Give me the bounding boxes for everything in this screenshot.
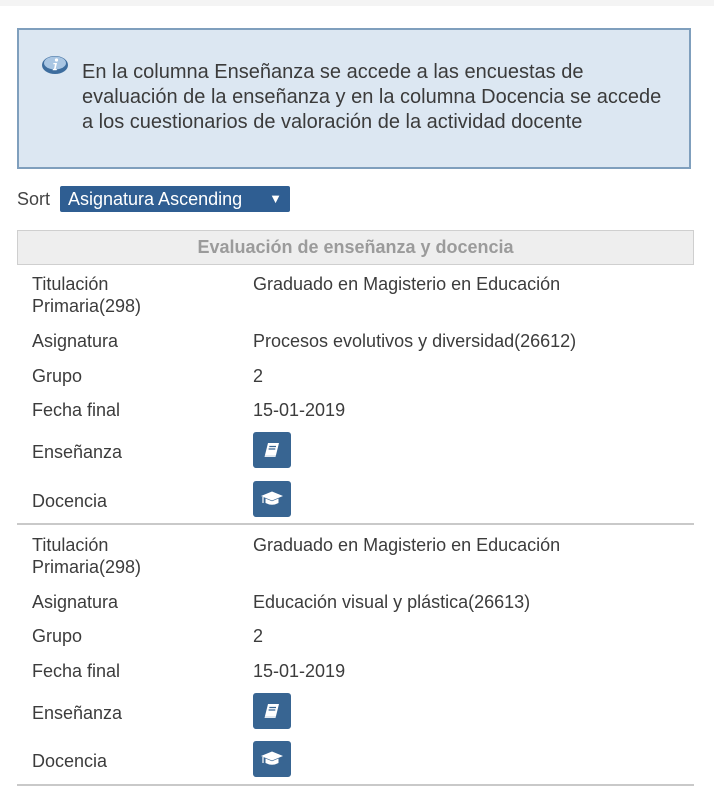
value-titulacion: Graduado en Magisterio en Educación Primaria(298) bbox=[32, 274, 561, 316]
top-strip bbox=[0, 0, 714, 6]
table-row bbox=[17, 526, 694, 786]
value-titulacion: Graduado en Magisterio en Educación Primaria(298) bbox=[32, 535, 561, 577]
ensenanza-button[interactable] bbox=[253, 432, 291, 468]
label-titulacion: Titulación bbox=[32, 535, 109, 555]
info-message-text: En la columna Enseñanza se accede a las encuestas de evaluación de la enseñanza y en la columna Docencia se accede a los cuestionarios de valoración de la actividad docente bbox=[82, 61, 662, 133]
label-titulacion: Titulación bbox=[32, 274, 109, 294]
value-asignatura: Procesos evolutivos y diversidad(26612) bbox=[253, 331, 577, 351]
value-fecha-final: 15-01-2019 bbox=[253, 400, 346, 420]
table-row bbox=[17, 265, 694, 525]
sort-label: Sort bbox=[17, 189, 51, 209]
info-icon bbox=[41, 54, 69, 76]
graduation-cap-icon bbox=[260, 749, 284, 769]
chevron-down-icon: ▼ bbox=[269, 191, 282, 206]
table-header: Evaluación de enseñanza y docencia bbox=[17, 230, 694, 265]
label-asignatura: Asignatura bbox=[32, 592, 119, 612]
value-grupo: 2 bbox=[253, 626, 264, 646]
book-icon bbox=[262, 701, 282, 721]
label-grupo: Grupo bbox=[32, 366, 83, 386]
docencia-button[interactable] bbox=[253, 481, 291, 517]
ensenanza-button[interactable] bbox=[253, 693, 291, 729]
label-ensenanza: Enseñanza bbox=[32, 442, 123, 462]
label-fecha-final: Fecha final bbox=[32, 400, 121, 420]
label-docencia: Docencia bbox=[32, 751, 108, 771]
label-ensenanza: Enseñanza bbox=[32, 703, 123, 723]
label-docencia: Docencia bbox=[32, 491, 108, 511]
value-grupo: 2 bbox=[253, 366, 264, 386]
book-icon bbox=[262, 440, 282, 460]
value-fecha-final: 15-01-2019 bbox=[253, 661, 346, 681]
label-fecha-final: Fecha final bbox=[32, 661, 121, 681]
graduation-cap-icon bbox=[260, 489, 284, 509]
docencia-button[interactable] bbox=[253, 741, 291, 777]
label-grupo: Grupo bbox=[32, 626, 83, 646]
label-asignatura: Asignatura bbox=[32, 331, 119, 351]
value-asignatura: Educación visual y plástica(26613) bbox=[253, 592, 531, 612]
info-message-box bbox=[17, 28, 691, 169]
sort-selected-value: Asignatura Ascending bbox=[68, 189, 243, 209]
sort-select[interactable] bbox=[60, 186, 290, 212]
